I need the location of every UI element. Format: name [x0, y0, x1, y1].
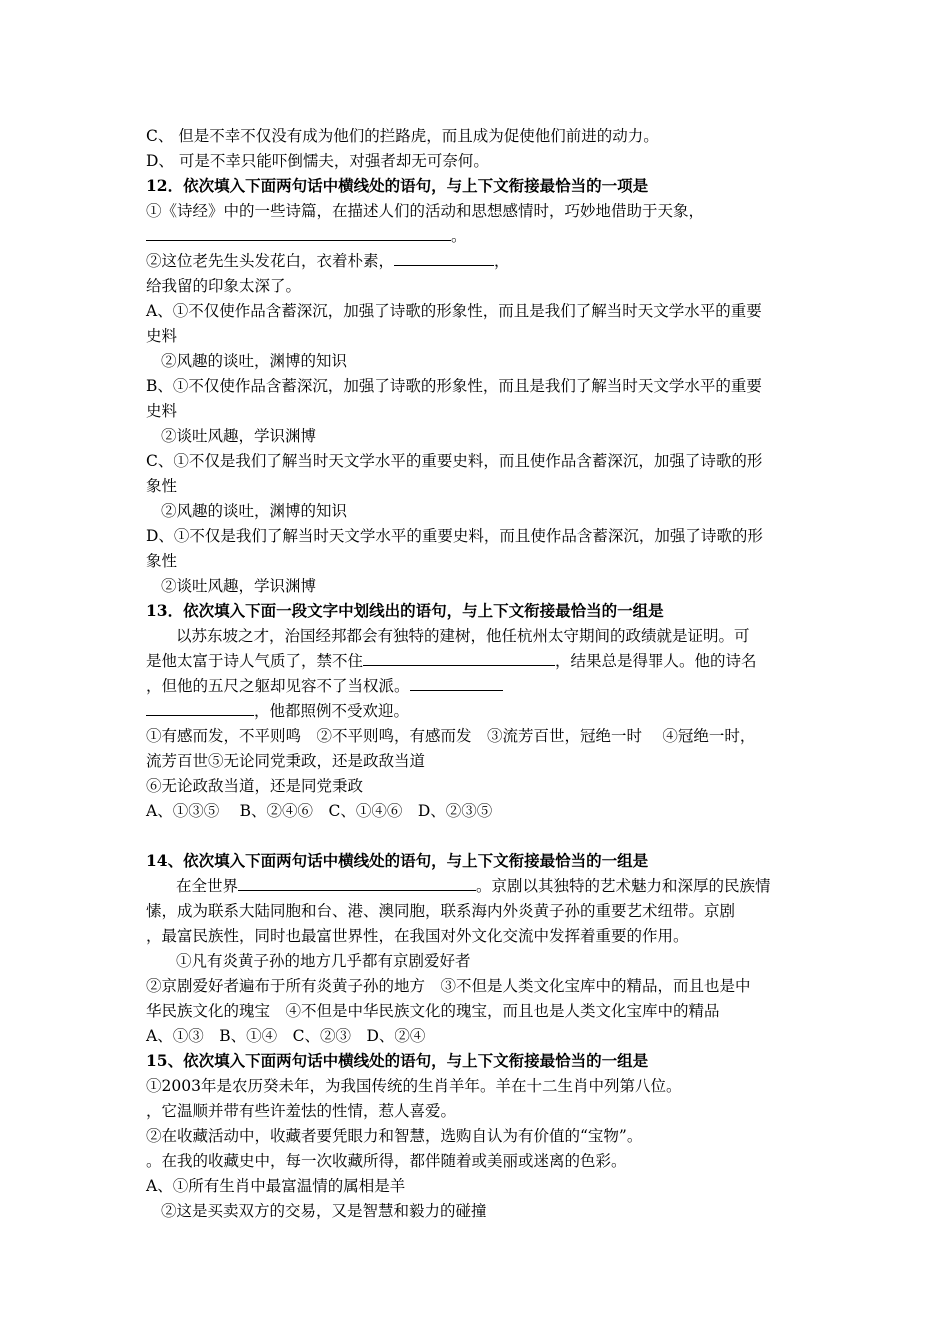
q12-option-d: D、①不仅是我们了解当时天文学水平的重要史料，而且使作品含蓄深沉，加强了诗歌的形 [146, 527, 763, 545]
blank [238, 875, 476, 891]
q15-sentence-2-cont: 。在我的收藏史中，每一次收藏所得，都伴随着或美丽或迷离的色彩。 [146, 1152, 627, 1170]
question-14-title: 14、依次填入下面两句话中横线处的语句，与上下文衔接最恰当的一组是 [146, 851, 649, 870]
q14-answers: A、①③ B、①④ C、②③ D、②④ [146, 1027, 426, 1045]
q12-option-c-2: ②风趣的谈吐，渊博的知识 [161, 502, 348, 520]
q14-option-3: 华民族文化的瑰宝 ④不但是中华民族文化的瑰宝，而且也是人类文化宝库中的精品 [146, 1002, 720, 1020]
question-13-title: 13．依次填入下面一段文字中划线出的语句，与上下文衔接最恰当的一组是 [146, 601, 664, 620]
option-d-line: D、 可是不幸只能吓倒懦夫，对强者却无可奈何。 [146, 152, 489, 170]
q12-sentence-2: ②这位老先生头发花白，衣着朴素， ， [146, 252, 510, 270]
q13-answers: A、①③⑤ B、②④⑥ C、①④⑥ D、②③⑤ [146, 802, 493, 820]
q13-options-1: ①有感而发，不平则鸣 ②不平则鸣，有感而发 ③流芳百世，冠绝一时 ④冠绝一时， [146, 727, 756, 745]
q14-passage-2: 愫，成为联系大陆同胞和台、港、澳同胞，联系海内外炎黄子孙的重要艺术纽带。京剧 [146, 902, 736, 920]
blank [410, 675, 503, 691]
blank [146, 700, 254, 716]
q12-sentence-1-blank-line: 。 [146, 225, 467, 247]
blank [146, 225, 451, 241]
q15-sentence-1-cont: ，它温顺并带有些许羞怯的性情，惹人喜爱。 [146, 1102, 457, 1120]
q12-option-a: A、①不仅使作品含蓄深沉，加强了诗歌的形象性，而且是我们了解当时天文学水平的重要 [146, 302, 762, 320]
q15-sentence-2: ②在收藏活动中，收藏者要凭眼力和智慧，选购自认为有价值的“宝物”。 [146, 1127, 643, 1145]
q12-option-b-cont: 史料 [146, 402, 178, 420]
option-c-line: C、 但是不幸不仅没有成为他们的拦路虎，而且成为促使他们前进的动力。 [146, 127, 659, 145]
q15-option-a: A、①所有生肖中最富温情的属相是羊 [146, 1177, 406, 1195]
q12-option-a-cont: 史料 [146, 327, 178, 345]
q13-passage-3: ，但他的五尺之躯却见容不了当权派。 [146, 675, 503, 697]
q12-option-c-cont: 象性 [146, 477, 178, 495]
q12-option-a-2: ②风趣的谈吐，渊博的知识 [161, 352, 348, 370]
blank [363, 650, 555, 666]
q14-option-1: ①凡有炎黄子孙的地方几乎都有京剧爱好者 [176, 952, 471, 970]
q12-option-c: C、①不仅是我们了解当时天文学水平的重要史料，而且使作品含蓄深沉，加强了诗歌的形 [146, 452, 763, 470]
q12-option-b: B、①不仅使作品含蓄深沉，加强了诗歌的形象性，而且是我们了解当时天文学水平的重要 [146, 377, 762, 395]
question-15-title: 15、依次填入下面两句话中横线处的语句，与上下文衔接最恰当的一组是 [146, 1051, 649, 1070]
q14-option-2: ②京剧爱好者遍布于所有炎黄子孙的地方 ③不但是人类文化宝库中的精品，而且也是中 [146, 977, 751, 995]
q14-passage-3: ，最富民族性，同时也最富世界性，在我国对外文化交流中发挥着重要的作用。 [146, 927, 689, 945]
q12-sentence-1: ①《诗经》中的一些诗篇，在描述人们的活动和思想感情时，巧妙地借助于天象， [146, 202, 705, 220]
q13-passage-2: 是他太富于诗人气质了，禁不住 ，结果总是得罪人。他的诗名 [146, 652, 757, 670]
q13-options-2: 流芳百世⑤无论同党秉政，还是政敌当道 [146, 752, 426, 770]
q12-sentence-2-cont: 给我留的印象太深了。 [146, 277, 302, 295]
q13-passage-4: ，他都照例不受欢迎。 [146, 700, 409, 722]
q12-option-d-cont: 象性 [146, 552, 178, 570]
question-12-title: 12．依次填入下面两句话中横线处的语句，与上下文衔接最恰当的一项是 [146, 176, 649, 195]
q12-option-b-2: ②谈吐风趣，学识渊博 [161, 427, 317, 445]
q15-sentence-1: ①2003年是农历癸未年，为我国传统的生肖羊年。羊在十二生肖中列第八位。 [146, 1077, 682, 1095]
q14-passage-1: 在全世界 。京剧以其独特的艺术魅力和深厚的民族情 [176, 877, 771, 895]
q15-option-a-2: ②这是买卖双方的交易，又是智慧和毅力的碰撞 [161, 1202, 487, 1220]
q13-options-3: ⑥无论政敌当道，还是同党秉政 [146, 777, 364, 795]
q12-option-d-2: ②谈吐风趣，学识渊博 [161, 577, 317, 595]
q13-passage-1: 以苏东坡之才，治国经邦都会有独特的建树，他任杭州太守期间的政绩就是证明。可 [176, 627, 750, 645]
blank [394, 250, 494, 266]
